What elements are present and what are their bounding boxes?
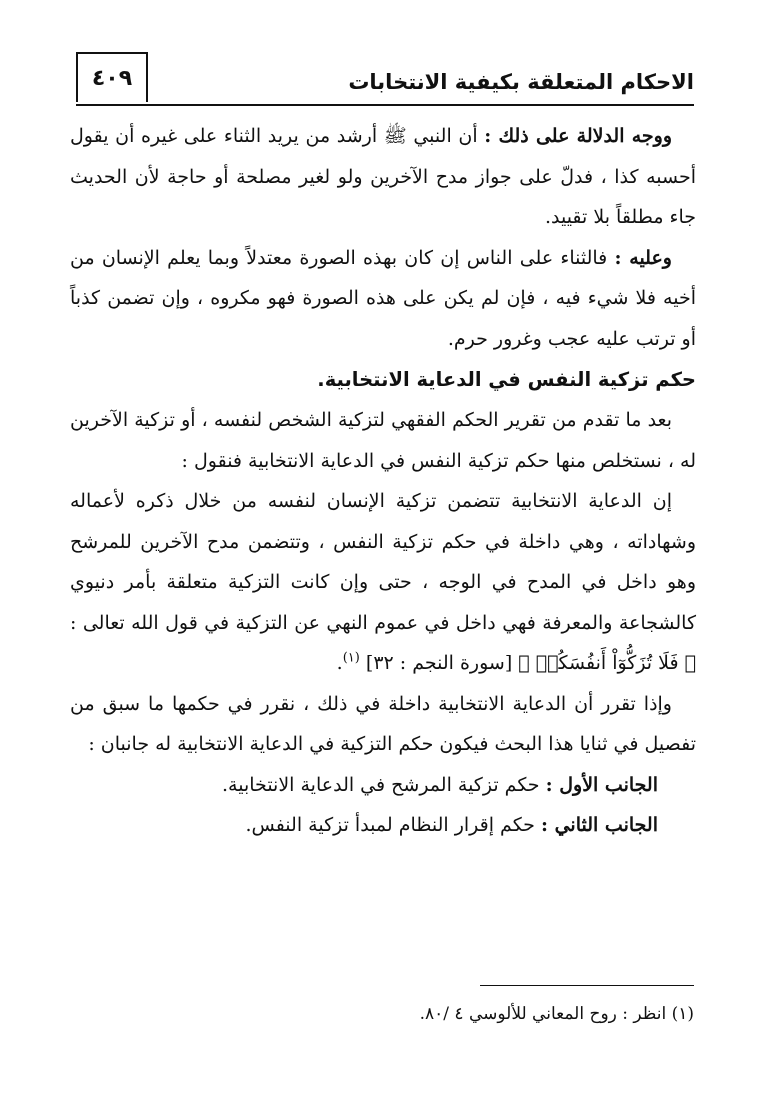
list-item-first-side: [70, 765, 658, 806]
running-title: الاحكام المتعلقة بكيفية الانتخابات: [348, 70, 694, 94]
list-item-text: حكم تزكية المرشح في الدعاية الانتخابية.: [222, 773, 546, 796]
list-item-text: حكم إقرار النظام لمبدأ تزكية النفس.: [245, 814, 541, 836]
paragraph-lead: وعليه :: [614, 246, 672, 269]
footnote: (١) انظر : روح المعاني للألوسي ٤ /٨٠.: [419, 1004, 694, 1024]
section-heading: حكم تزكية النفس في الدعاية الانتخابية.: [317, 368, 696, 391]
paragraph-text: إن الدعاية الانتخابية تتضمن تزكية الإنسان لنفسه من خلال ذكره لأعماله وشهاداته ، وهي داخلة في حكم تزكية النفس ، وتتضمن مدح الآخرين للمرشح وهو داخل في المدح في الوجه ، حتى وإن كانت التزكية متعلقة بأمر دنيوي كالشجاعة والمعرفة فهي داخل في عموم النهي عن التزكية في قول الله تعالى : ﴿ فَلَا تُزَكُّوٓاْ أَنفُسَكُمۡ ﴾ [سورة النجم : ٣٢]: [70, 490, 697, 674]
list-item-lead: الجانب الثاني :: [540, 814, 658, 836]
page-number: ٤٠٩: [76, 52, 148, 102]
paragraph-intro: بعد ما تقدم من تقرير الحكم الفقهي لتزكية الشخص لنفسه ، أو تزكية الآخرين له ، نستخلص منها حكم تزكية النفس في الدعاية الانتخابية فنقول :: [70, 409, 696, 472]
paragraph-sides: وإذا تقرر أن الدعاية الانتخابية داخلة في ذلك ، نقرر في حكمها ما سبق من تفصيل في ثنايا هذا البحث فيكون حكم التزكية في الدعاية الانتخابية له جانبان :: [70, 692, 696, 755]
paragraph-evidence: [70, 116, 696, 238]
body-text: [70, 116, 696, 846]
running-header: [76, 52, 694, 106]
paragraph-conclusion: [70, 238, 696, 360]
list-item-second-side: [70, 805, 658, 846]
paragraph-ruling: [70, 481, 696, 684]
paragraph-text: أن النبي ﷺ أرشد من يريد الثناء على غيره أن يقول أحسبه كذا ، فدلّ على جواز مدح الآخرين ولو لغير مصلحة أو حاجة لأن الحديث جاء مطلقاً بلا تقييد.: [70, 125, 696, 228]
paragraph-text: فالثناء على الناس إن كان بهذه الصورة معتدلاً وبما يعلم الإنسان من أخيه فلا شيء فيه ، فإن لم يكن على هذه الصورة فهو مكروه ، وإن تضمن كذباً أو ترتب عليه عجب وغرور حرم.: [70, 246, 696, 350]
paragraph-end: .: [336, 652, 343, 674]
list-item-lead: الجانب الأول :: [545, 773, 658, 796]
paragraph-lead: ووجه الدلالة على ذلك :: [484, 125, 673, 147]
footnote-reference: (١): [342, 650, 360, 666]
footnote-divider: [480, 985, 694, 986]
